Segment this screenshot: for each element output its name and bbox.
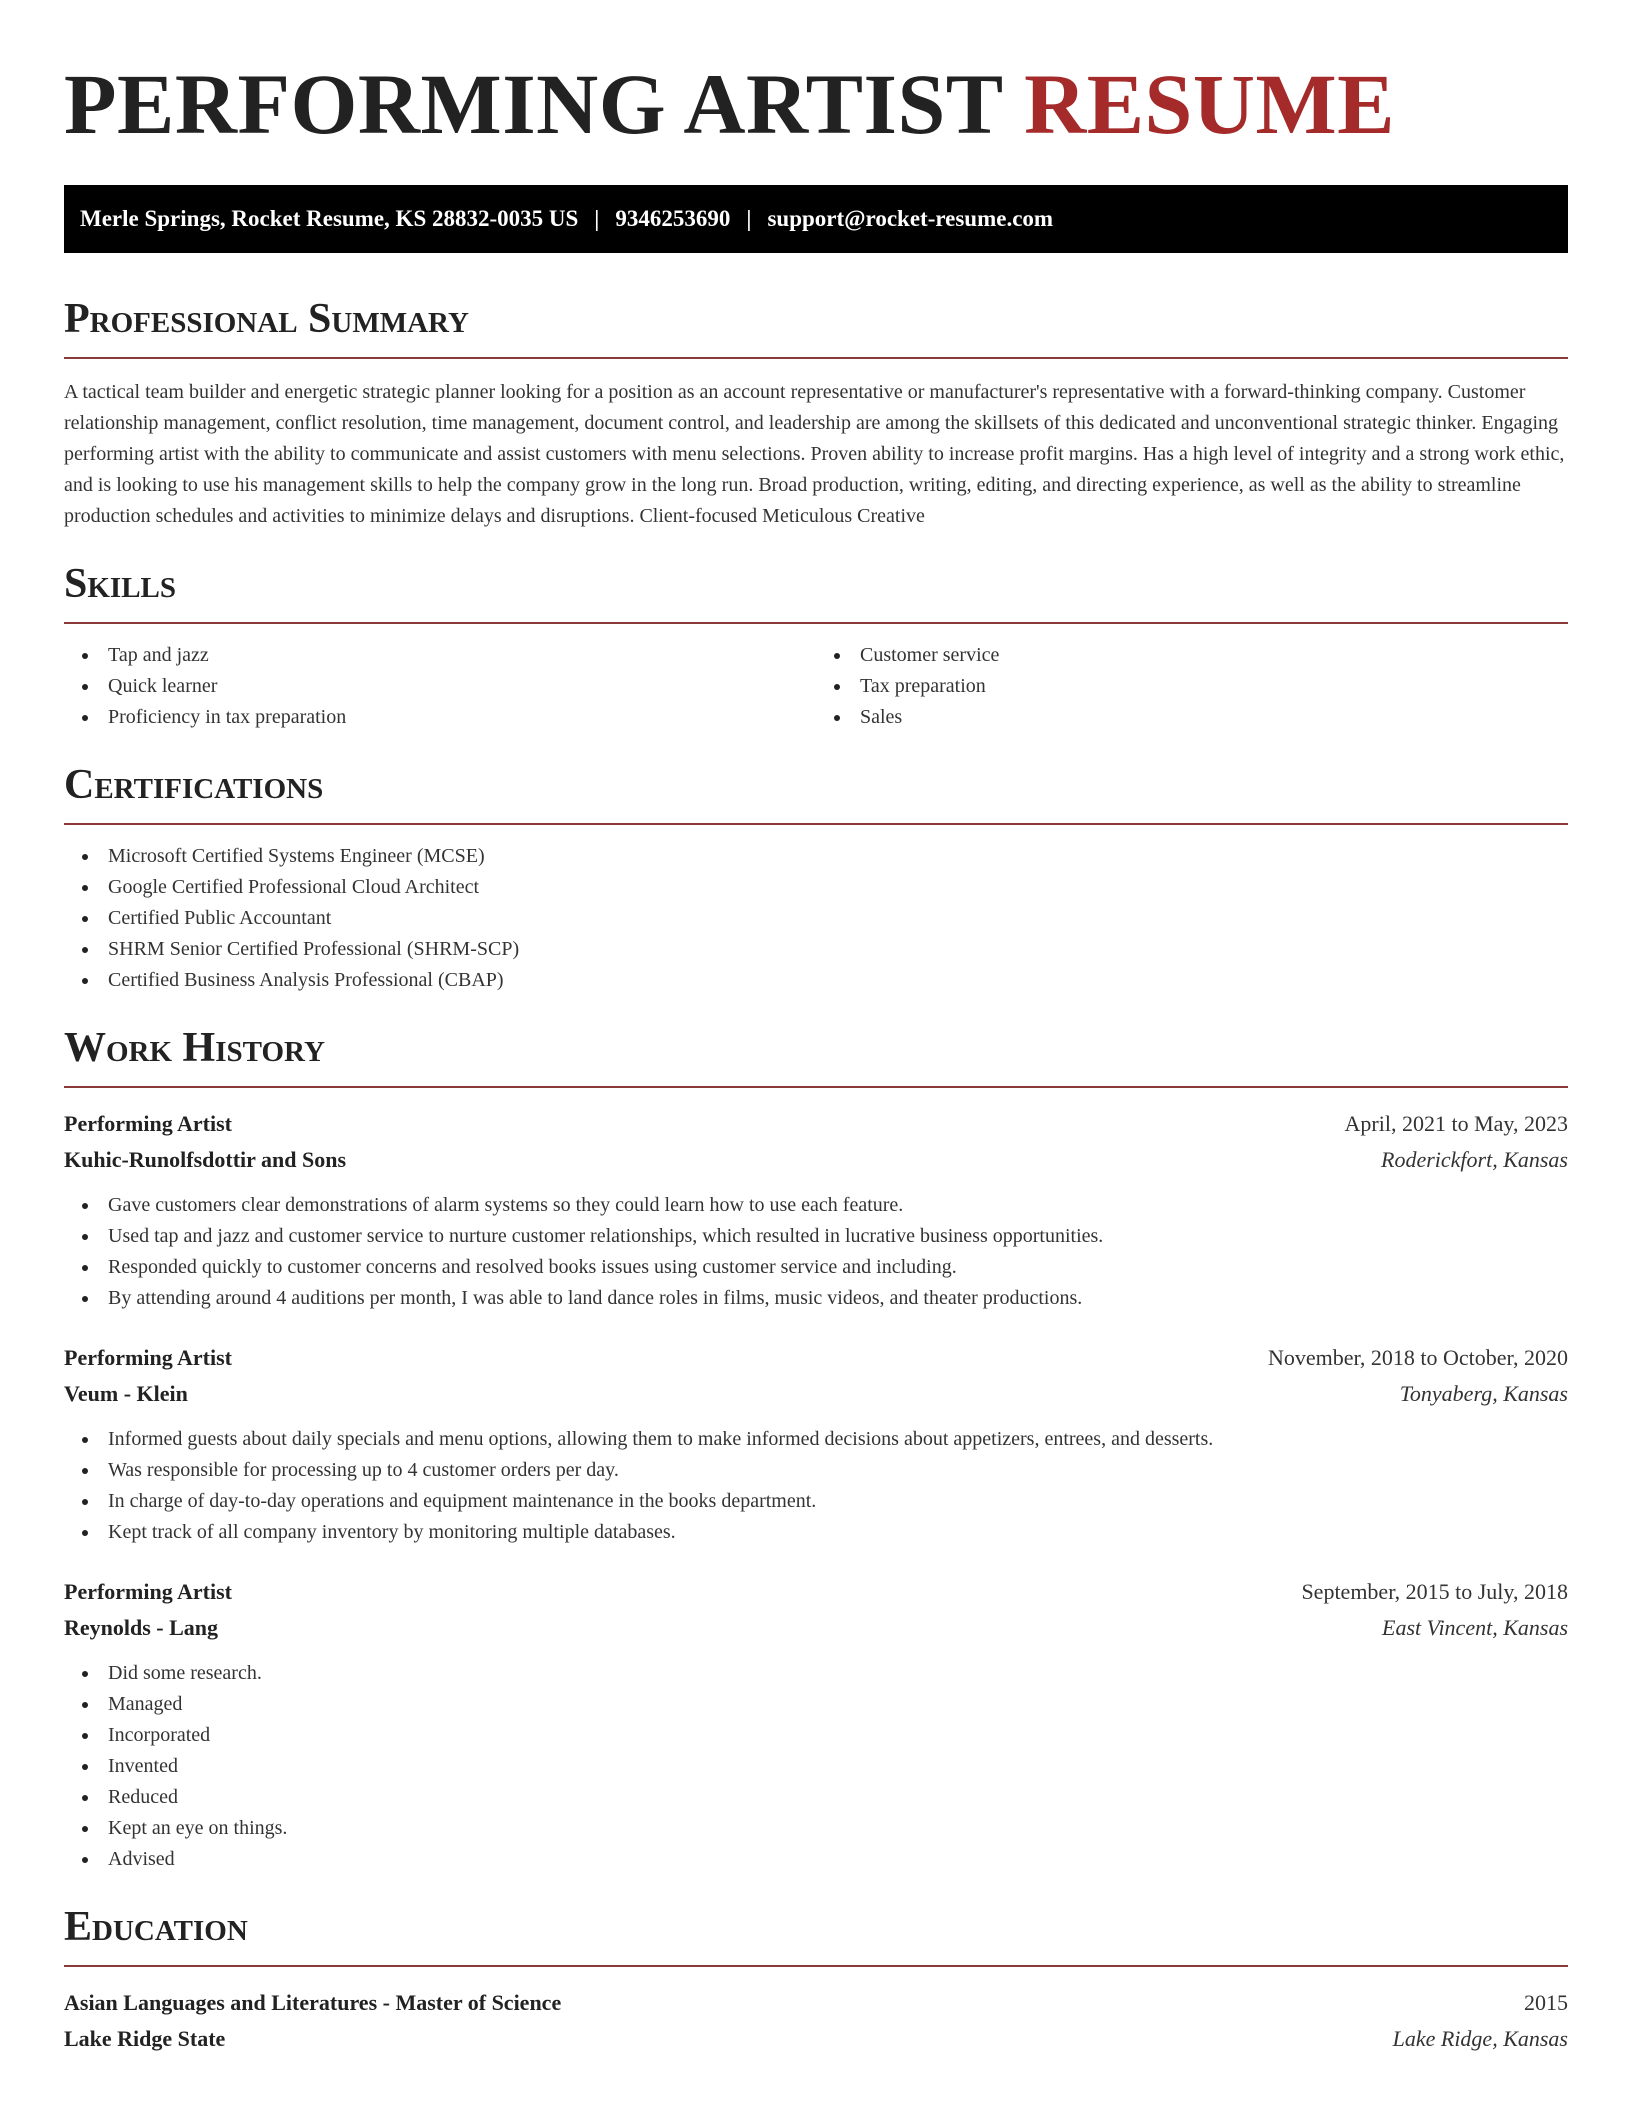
job-entry bbox=[64, 1106, 1568, 1314]
certification-item: SHRM Senior Certified Professional (SHRM-SCP) bbox=[64, 934, 1568, 965]
job-header-row bbox=[64, 1340, 1568, 1376]
contact-address: Merle Springs, Rocket Resume, KS 28832-0035 US bbox=[80, 206, 579, 231]
job-company-row bbox=[64, 1376, 1568, 1412]
job-dates: November, 2018 to October, 2020 bbox=[1267, 1345, 1568, 1370]
education-entry bbox=[64, 1985, 1568, 2057]
skills-list-left bbox=[64, 640, 816, 733]
job-duties-list bbox=[64, 1658, 1568, 1875]
education-school-row bbox=[64, 2021, 1568, 2057]
job-location: Tonyaberg, Kansas bbox=[1399, 1381, 1568, 1406]
title-main: PERFORMING ARTIST bbox=[64, 56, 1003, 152]
job-company-row bbox=[64, 1610, 1568, 1646]
job-header-row bbox=[64, 1106, 1568, 1142]
job-duty: Used tap and jazz and customer service to nurture customer relationships, which resulted in lucrative business opportunities. bbox=[64, 1221, 1568, 1252]
resume-title bbox=[64, 56, 1568, 152]
job-duty: Responded quickly to customer concerns and resolved books issues using customer service and including. bbox=[64, 1252, 1568, 1283]
summary-text: A tactical team builder and energetic strategic planner looking for a position as an account representative or manufacturer's representative with a forward-thinking company. Customer relationship management, conflict resolution, time management, document control, and leadership are among the skillsets of this dedicated and unconventional strategic thinker. Engaging performing artist with the ability to communicate and assist customers with menu selections. Proven ability to increase profit margins. Has a high level of integrity and a strong work ethic, and is looking to use his management skills to help the company grow in the long run. Broad production, writing, editing, and directing experience, as well as the ability to streamline production schedules and activities to minimize delays and disruptions. Client-focused Meticulous Creative bbox=[64, 381, 1565, 527]
job-company: Kuhic-Runolfsdottir and Sons bbox=[64, 1147, 347, 1172]
education-school: Lake Ridge State bbox=[64, 2026, 226, 2051]
job-header-row bbox=[64, 1574, 1568, 1610]
job-duty: Kept an eye on things. bbox=[64, 1813, 1568, 1844]
title-accent: RESUME bbox=[1024, 56, 1396, 152]
job-dates: April, 2021 to May, 2023 bbox=[1344, 1111, 1568, 1136]
certification-item: Microsoft Certified Systems Engineer (MCSE) bbox=[64, 841, 1568, 872]
certifications-heading: Certifications bbox=[64, 762, 324, 808]
certification-item: Certified Public Accountant bbox=[64, 903, 1568, 934]
skills-section bbox=[64, 560, 1568, 733]
work-history-section bbox=[64, 1024, 1568, 1875]
certification-item: Google Certified Professional Cloud Architect bbox=[64, 872, 1568, 903]
education-degree-row bbox=[64, 1985, 1568, 2021]
job-duty: By attending around 4 auditions per month, I was able to land dance roles in films, music videos, and theater productions. bbox=[64, 1283, 1568, 1314]
skills-heading: Skills bbox=[64, 561, 177, 607]
job-company-row bbox=[64, 1142, 1568, 1178]
skill-item: Proficiency in tax preparation bbox=[64, 702, 816, 733]
education-location: Lake Ridge, Kansas bbox=[1392, 2026, 1568, 2051]
certifications-section bbox=[64, 761, 1568, 996]
job-title: Performing Artist bbox=[64, 1345, 232, 1370]
certifications-list bbox=[64, 841, 1568, 996]
job-dates: September, 2015 to July, 2018 bbox=[1301, 1579, 1568, 1604]
contact-separator: | bbox=[594, 206, 600, 231]
job-duty: Incorporated bbox=[64, 1720, 1568, 1751]
job-duty: Managed bbox=[64, 1689, 1568, 1720]
section-divider bbox=[64, 1086, 1568, 1088]
summary-heading: Professional Summary bbox=[64, 296, 469, 342]
job-entry bbox=[64, 1340, 1568, 1548]
contact-phone: 9346253690 bbox=[615, 206, 731, 231]
skill-item: Tax preparation bbox=[816, 671, 1568, 702]
contact-bar bbox=[64, 185, 1568, 253]
job-duty: Advised bbox=[64, 1844, 1568, 1875]
section-divider bbox=[64, 357, 1568, 359]
job-company: Reynolds - Lang bbox=[64, 1615, 219, 1640]
education-year: 2015 bbox=[1524, 1990, 1568, 2015]
job-duties-list bbox=[64, 1424, 1568, 1548]
certification-item: Certified Business Analysis Professional (CBAP) bbox=[64, 965, 1568, 996]
job-duty: Invented bbox=[64, 1751, 1568, 1782]
job-title: Performing Artist bbox=[64, 1111, 232, 1136]
skill-item: Sales bbox=[816, 702, 1568, 733]
skills-list-right bbox=[816, 640, 1568, 733]
education-section bbox=[64, 1903, 1568, 2057]
job-location: East Vincent, Kansas bbox=[1382, 1615, 1568, 1640]
section-divider bbox=[64, 823, 1568, 825]
job-duty: Did some research. bbox=[64, 1658, 1568, 1689]
skill-item: Tap and jazz bbox=[64, 640, 816, 671]
job-duties-list bbox=[64, 1190, 1568, 1314]
job-duty: Kept track of all company inventory by monitoring multiple databases. bbox=[64, 1517, 1568, 1548]
job-entry bbox=[64, 1574, 1568, 1875]
summary-section bbox=[64, 295, 1568, 532]
section-divider bbox=[64, 1965, 1568, 1967]
education-heading: Education bbox=[64, 1904, 248, 1950]
job-company: Veum - Klein bbox=[64, 1381, 188, 1406]
job-duty: Was responsible for processing up to 4 customer orders per day. bbox=[64, 1455, 1568, 1486]
skills-columns bbox=[64, 624, 1568, 733]
education-degree: Asian Languages and Literatures - Master of Science bbox=[64, 1990, 562, 2015]
contact-separator: | bbox=[746, 206, 752, 231]
skill-item: Quick learner bbox=[64, 671, 816, 702]
job-duty: In charge of day-to-day operations and equipment maintenance in the books department. bbox=[64, 1486, 1568, 1517]
job-duty: Gave customers clear demonstrations of alarm systems so they could learn how to use each feature. bbox=[64, 1190, 1568, 1221]
job-duty: Reduced bbox=[64, 1782, 1568, 1813]
job-location: Roderickfort, Kansas bbox=[1381, 1147, 1568, 1172]
skill-item: Customer service bbox=[816, 640, 1568, 671]
job-duty: Informed guests about daily specials and menu options, allowing them to make informed decisions about appetizers, entrees, and desserts. bbox=[64, 1424, 1568, 1455]
contact-email[interactable]: support@rocket-resume.com bbox=[767, 206, 1054, 231]
work-history-heading: Work History bbox=[64, 1025, 325, 1071]
job-title: Performing Artist bbox=[64, 1579, 232, 1604]
